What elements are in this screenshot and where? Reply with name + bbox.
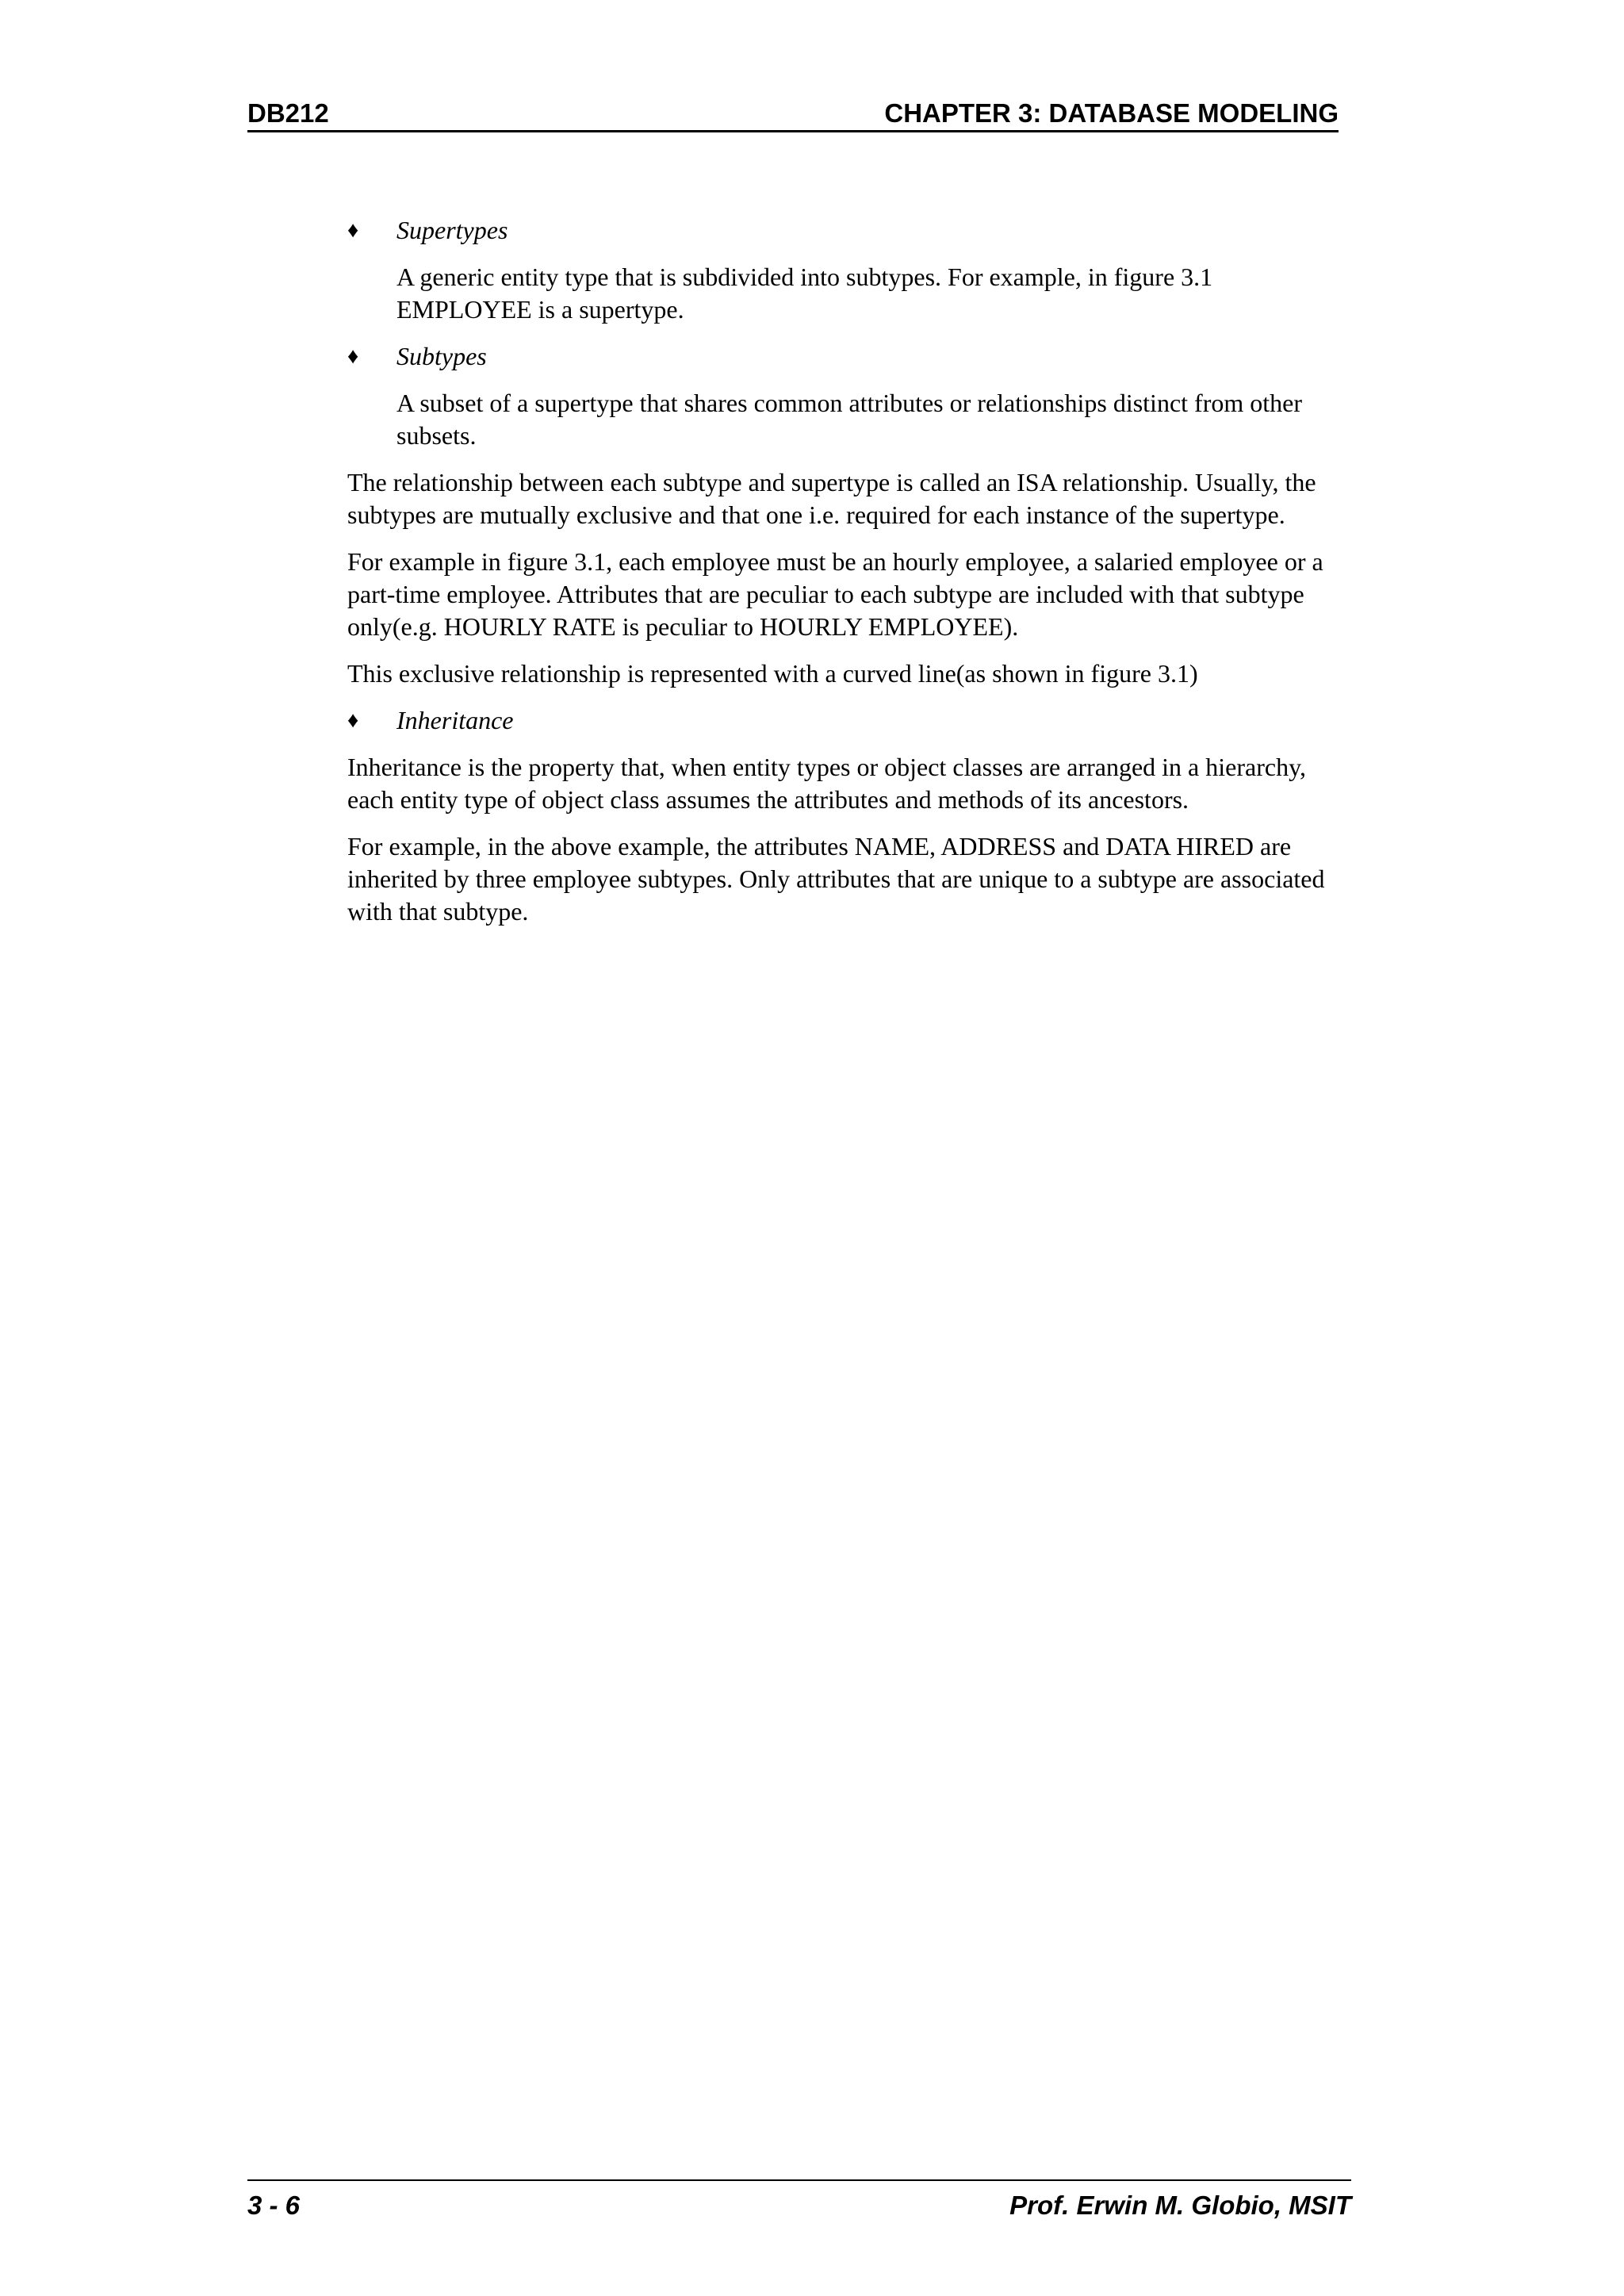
paragraph-inherited-attributes: For example, in the above example, the attributes NAME, ADDRESS and DATA HIRED are inherited by three employee subtypes. Only attributes that are unique to a subtype are associated with that subtype.	[347, 832, 1325, 926]
diamond-bullet-icon: ♦	[347, 344, 359, 369]
paragraph-isa-relationship: The relationship between each subtype and supertype is called an ISA relationship. Usually, the subtypes are mutually exclusive and that one i.e. required for each instance of the supertype.	[347, 468, 1316, 529]
chapter-title: CHAPTER 3: DATABASE MODELING	[884, 98, 1339, 128]
term-supertypes: Supertypes	[396, 216, 508, 244]
page-footer	[247, 2179, 1351, 2220]
bullet-inheritance	[347, 704, 1339, 737]
author-name: Prof. Erwin M. Globio, MSIT	[1009, 2191, 1351, 2220]
paragraph-inheritance-definition: Inheritance is the property that, when entity types or object classes are arranged in a hierarchy, each entity type of object class assumes the attributes and methods of its ancestors.	[347, 753, 1306, 814]
bullet-supertypes	[347, 214, 1339, 247]
page-content	[347, 214, 1339, 942]
bullet-subtypes	[347, 340, 1339, 373]
page-number: 3 - 6	[247, 2191, 301, 2220]
course-code: DB212	[247, 98, 329, 128]
paragraph-employee-example: For example in figure 3.1, each employee must be an hourly employee, a salaried employee or a part-time employee. Attributes that are peculiar to each subtype are included with that subtype only(e.g. HOURLY RATE is peculiar to HOURLY EMPLOYEE).	[347, 547, 1323, 641]
term-subtypes: Subtypes	[396, 342, 487, 370]
page-header	[247, 97, 1339, 132]
diamond-bullet-icon: ♦	[347, 218, 359, 243]
subtypes-description: A subset of a supertype that shares common attributes or relationships distinct from other subsets.	[396, 389, 1302, 450]
diamond-bullet-icon: ♦	[347, 708, 359, 733]
supertypes-description: A generic entity type that is subdivided into subtypes. For example, in figure 3.1 EMPLOYEE is a supertype.	[396, 263, 1213, 324]
paragraph-exclusive-relationship: This exclusive relationship is represented with a curved line(as shown in figure 3.1)	[347, 659, 1198, 688]
term-inheritance: Inheritance	[396, 706, 514, 734]
